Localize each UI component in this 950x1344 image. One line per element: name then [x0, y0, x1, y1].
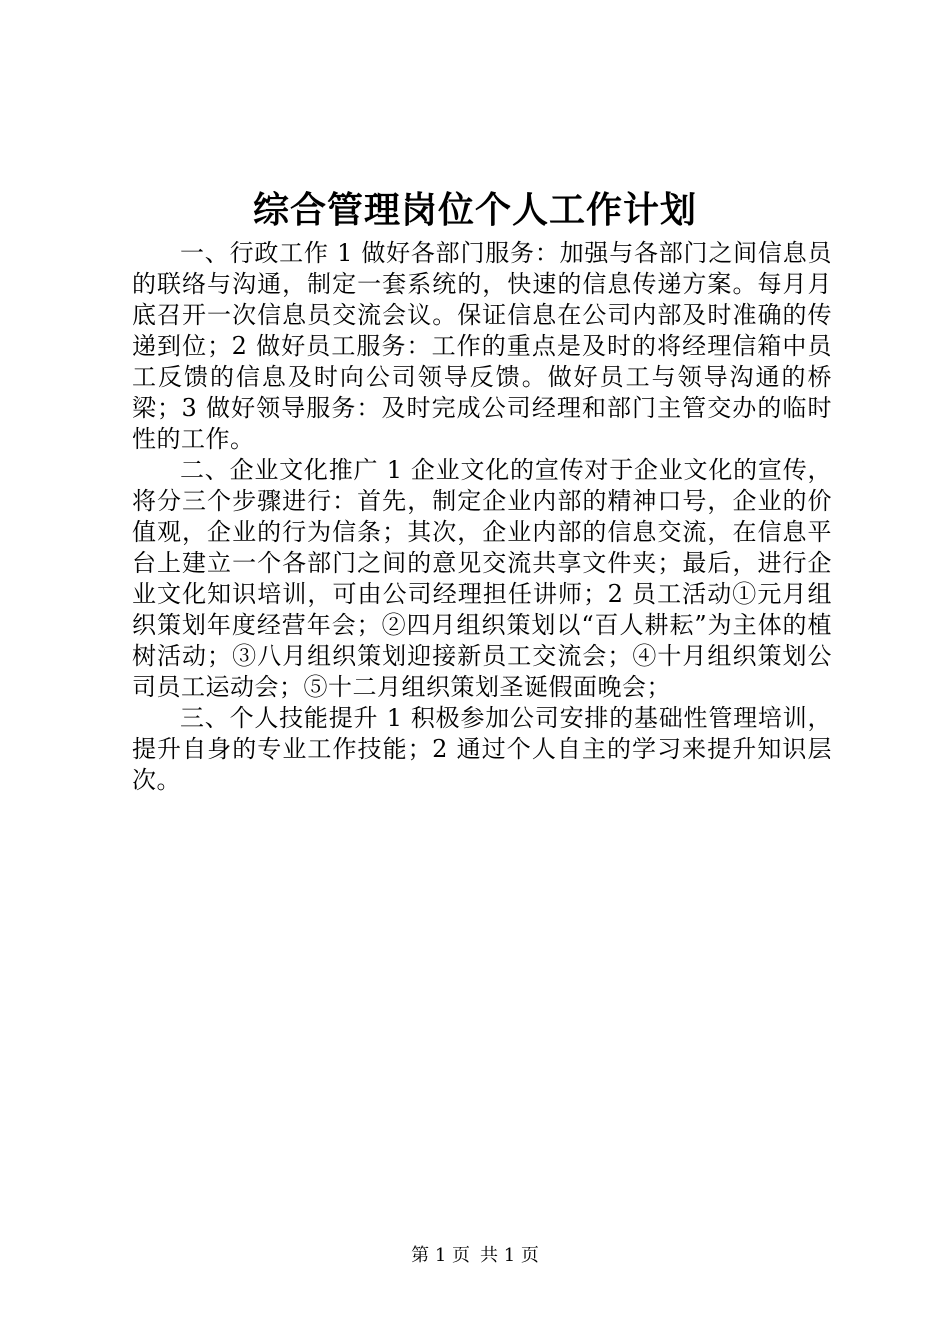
document-body [132, 238, 832, 796]
paragraph-personal-skills: 三、个人技能提升 1 积极参加公司安排的基础性管理培训，提升自身的专业工作技能；2 通过个人自主的学习来提升知识层次。 [132, 704, 832, 794]
document-title: 综合管理岗位个人工作计划 [252, 189, 697, 231]
paragraph-administrative-work: 一、行政工作 1 做好各部门服务：加强与各部门之间信息员的联络与沟通，制定一套系统的，快速的信息传递方案。每月月底召开一次信息员交流会议。保证信息在公司内部及时准确的传递到位；2 做好员工服务：工作的重点是及时的将经理信箱中员工反馈的信息及时向公司领导反馈。做好员工与领导沟通的桥梁；3 做好领导服务：及时完成公司经理和部门主管交办的临时性的工作。 [132, 239, 832, 453]
page-number-total: 共 1 页 [480, 1245, 539, 1266]
paragraph-corporate-culture: 二、企业文化推广 1 企业文化的宣传对于企业文化的宣传，将分三个步骤进行：首先，制定企业内部的精神口号，企业的价值观，企业的行为信条；其次，企业内部的信息交流，在信息平台上建立一个各部门之间的意见交流共享文件夹；最后，进行企业文化知识培训，可由公司经理担任讲师；2 员工活动①元月组织策划年度经营年会；②四月组织策划以“百人耕耘”为主体的植树活动；③八月组织策划迎接新员工交流会；④十月组织策划公司员工运动会；⑤十二月组织策划圣诞假面晚会； [132, 456, 832, 701]
page-footer [0, 1244, 950, 1268]
page-number-current: 第 1 页 [411, 1245, 470, 1266]
